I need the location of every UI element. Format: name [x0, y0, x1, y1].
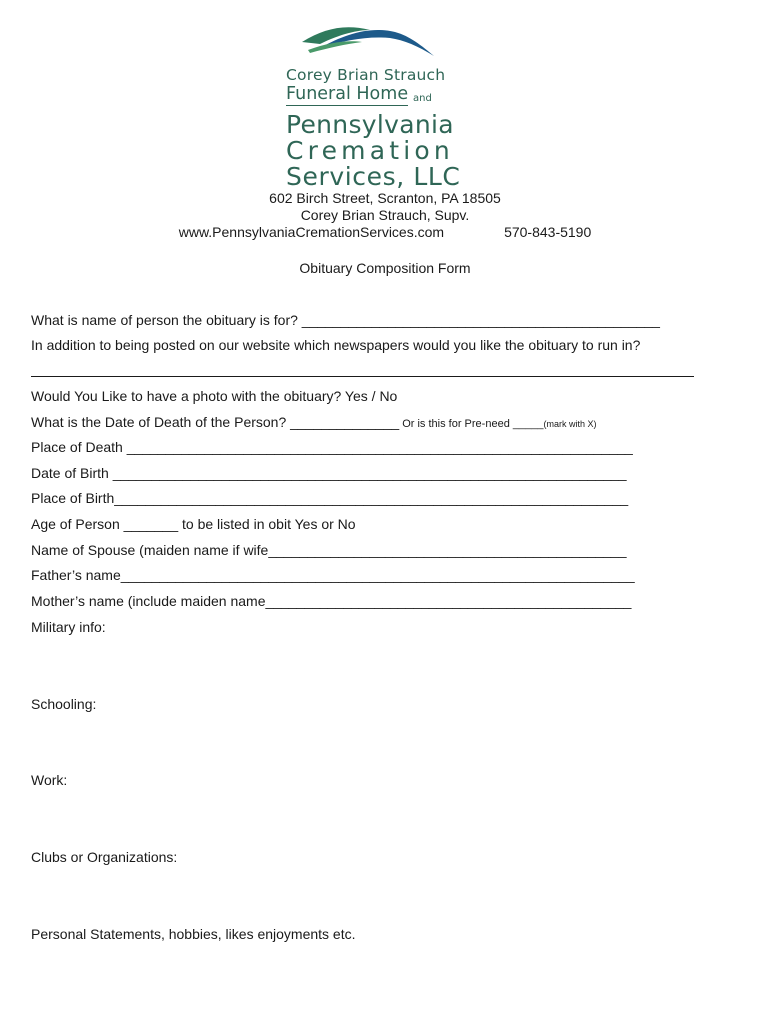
field-place-of-death[interactable]: Place of Death _________________________________________________________________	[31, 439, 633, 455]
field-personal-statements[interactable]: Personal Statements, hobbies, likes enjoyments etc.	[31, 926, 356, 942]
field-age[interactable]: Age of Person _______ to be listed in obit Yes or No	[31, 516, 356, 532]
logo-text-and: and	[413, 93, 432, 104]
website-link[interactable]: www.PennsylvaniaCremationServices.com	[178, 224, 445, 240]
field-deceased-name[interactable]: What is name of person the obituary is for? ______________________________________________	[31, 312, 660, 328]
logo-text-line4: Cremation	[286, 136, 454, 165]
contact-line	[0, 224, 770, 240]
field-schooling[interactable]: Schooling:	[31, 696, 97, 712]
field-work[interactable]: Work:	[31, 772, 68, 788]
field-newspapers-label: In addition to being posted on our website which newspapers would you like the obituary to run in?	[31, 337, 641, 353]
field-photo[interactable]: Would You Like to have a photo with the obituary? Yes / No	[31, 388, 398, 404]
phone-number: 570-843-5190	[504, 224, 592, 240]
field-military[interactable]: Military info:	[31, 619, 106, 635]
logo-text-line5: Services, LLC	[286, 162, 461, 191]
logo-text-line2: Funeral Home	[286, 84, 409, 104]
address-line: 602 Birch Street, Scranton, PA 18505	[269, 190, 501, 206]
field-preneed[interactable]: Or is this for Pre-need _____	[399, 418, 544, 430]
field-death-date[interactable]: What is the Date of Death of the Person? ______________	[31, 414, 400, 430]
company-logo	[280, 20, 470, 190]
field-place-of-birth[interactable]: Place of Birth__________________________________________________________________	[31, 490, 629, 506]
field-date-of-birth[interactable]: Date of Birth __________________________________________________________________	[31, 465, 627, 481]
supervisor-line: Corey Brian Strauch, Supv.	[300, 207, 470, 223]
mountain-logo-icon	[300, 20, 440, 64]
field-spouse[interactable]: Name of Spouse (maiden name if wife______________________________________________	[31, 542, 627, 558]
logo-text-line1: Corey Brian Strauch	[286, 66, 446, 84]
field-preneed-note: (mark with X)	[543, 419, 597, 429]
logo-text-line3: Pennsylvania	[286, 110, 454, 139]
field-newspapers-line[interactable]	[31, 376, 694, 377]
field-clubs[interactable]: Clubs or Organizations:	[31, 849, 178, 865]
field-mother[interactable]: Mother’s name (include maiden name_______________________________________________	[31, 593, 632, 609]
form-title: Obituary Composition Form	[299, 260, 471, 276]
field-death-date-row	[31, 414, 596, 430]
field-father[interactable]: Father’s name__________________________________________________________________	[31, 567, 635, 583]
